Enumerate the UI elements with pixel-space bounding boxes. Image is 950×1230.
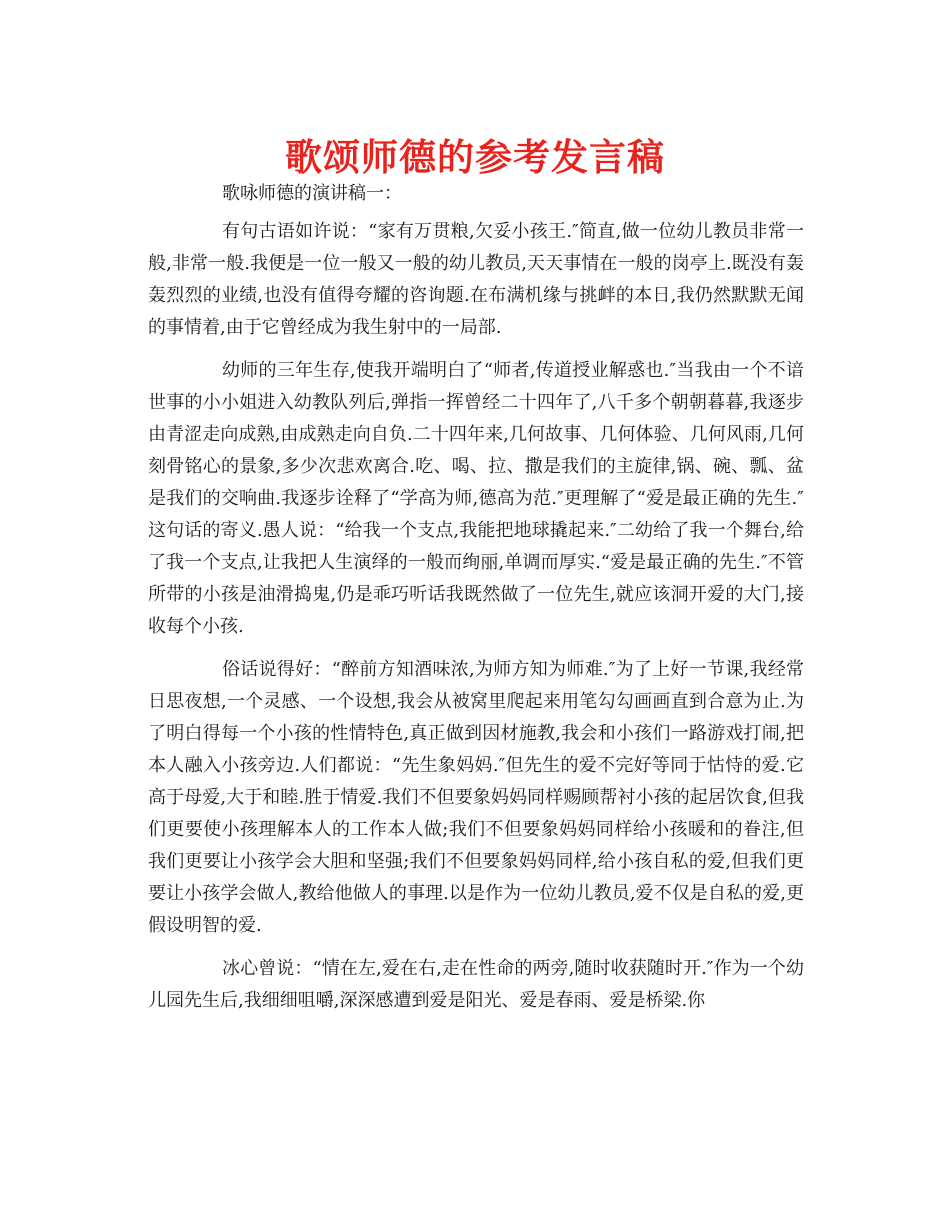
speech-heading: 歌咏师德的演讲稿一： — [222, 183, 402, 204]
body-paragraph: 俗话说得好：“醉前方知酒味浓,为师方知为师难.″为了上好一节课,我经常日思夜想,一个灵感、一个设想,我会从被窝里爬起来用笔勾勾画画直到合意为止.为了明白得每一个小孩的性情特色,真正做到因材施教,我会和小孩们一路游戏打闹,把本人融入小孩旁边.人们都说：“先生象妈妈.″但先生的爱不完好等同于怙恃的爱.它高于母爱,大于和睦.胜于情爱.我们不但要象妈妈同样赐顾帮衬小孩的起居饮食,但我们更要使小孩理解本人的工作本人做;我们不但要象妈妈同样给小孩暖和的眷注,但我们更要让小孩学会大胆和坚强;我们不但要象妈妈同样,给小孩自私的爱,但我们更要让小孩学会做人,教给他做人的事理.以是作为一位幼儿教员,爱不仅是自私的爱,更假设明智的爱. — [148, 659, 804, 936]
document-title: 歌颂师德的参考发言稿 — [285, 136, 665, 179]
body-paragraph: 幼师的三年生存,使我开端明白了“师者,传道授业解惑也.″当我由一个不谙世事的小小姐进入幼教队列后,弹指一挥曾经二十四年了,八千多个朝朝暮暮,我逐步由青涩走向成熟,由成熟走向自负.二十四年来,几何故事、几何体验、几何风雨,几何刻骨铭心的景象,多少次悲欢离合.吃、喝、拉、撒是我们的主旋律,锅、碗、瓢、盆是我们的交响曲.我逐步诠释了“学高为师,德高为范.″更理解了“爱是最正确的先生.″这句话的寄义.愚人说：“给我一个支点,我能把地球撬起来.″二幼给了我一个舞台,给了我一个支点,让我把人生演绎的一般而绚丽,单调而厚实.“爱是最正确的先生.″不管所带的小孩是油滑捣鬼,仍是乖巧听话我既然做了一位先生,就应该洞开爱的大门,接收每个小孩. — [148, 360, 804, 637]
document-body — [148, 178, 804, 1028]
body-paragraph: 有句古语如许说：“家有万贯粮,欠妥小孩王.″简直,做一位幼儿教员非常一般,非常一般.我便是一位一般又一般的幼儿教员,天天事情在一般的岗亭上.既没有轰轰烈烈的业绩,也没有值得夸耀的咨询题.在布满机缘与挑衅的本日,我仍然默默无闻的事情着,由于它曾经成为我生射中的一局部. — [148, 221, 804, 338]
body-paragraph: 冰心曾说：“情在左,爱在右,走在性命的两旁,随时收获随时开.″作为一个幼儿园先生后,我细细咀嚼,深深感遭到爱是阳光、爱是春雨、爱是桥梁.你 — [148, 958, 804, 1011]
